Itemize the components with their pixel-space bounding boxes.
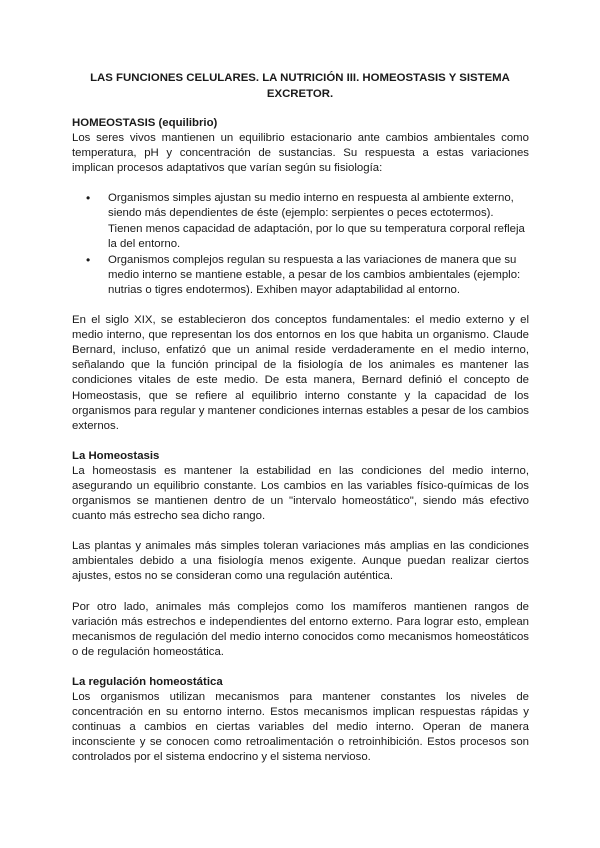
paragraph: Las plantas y animales más simples toleran variaciones más amplias en las condiciones ambientales debido a una fisiología menos exigente. Aunque puedan realizar ciertos ajustes, estos no se consideran como una regulación auténtica.	[72, 540, 529, 583]
paragraph: Los organismos utilizan mecanismos para mantener constantes los niveles de concentración en su entorno interno. Estos mecanismos implican respuestas rápidas y continuas a cambios en ciertas variables del medio interno. Operan de manera inconsciente y se conocen como retroalimentación o retroinhibición. Estos procesos son controlados por el sistema endocrino y el sistema nervioso.	[72, 691, 529, 764]
section-heading-regulacion-homeostatica: La regulación homeostática	[72, 675, 223, 688]
document-title: LAS FUNCIONES CELULARES. LA NUTRICIÓN III. HOMEOSTASIS Y SISTEMA EXCRETOR.	[90, 72, 510, 100]
document-body	[72, 116, 529, 765]
paragraph: La homeostasis es mantener la estabilidad en las condiciones del medio interno, asegurando un equilibrio constante. Los cambios en las variables físico-químicas de los organismos se mantienen dentro de un "intervalo homeostático", siendo más efectivo cuanto más estrecho sea dicho rango.	[72, 464, 529, 523]
bullet-item-complex-organisms: • Organismos complejos regulan su respuesta a las variaciones de manera que su medio interno se mantiene estable, a pesar de los cambios ambientales (ejemplo: nutrias o tigres endotermos). Exhiben mayor adaptabilidad al entorno.	[108, 253, 529, 298]
section-closing-paragraph: En el siglo XIX, se establecieron dos conceptos fundamentales: el medio externo y el medio interno, que representan los dos entornos en los que habita un organismo. Claude Bernard, incluso, enfatizó que un animal reside verdaderamente en el medio interno, señalando que la función principal de la fisiología de los animales es mantener las condiciones vitales de este medio. De esta manera, Bernard definió el concepto de Homeostasis, que se refiere al equilibrio interno constante y la capacidad de los organismos para regular y mantener condiciones internas estables a pesar de los cambios externos.	[72, 314, 529, 432]
bullet-item-simple-organisms: • Organismos simples ajustan su medio interno en respuesta al ambiente externo, siendo más dependientes de éste (ejemplo: serpientes o peces ectotermos). Tienen menos capacidad de adaptación, por lo que su temperatura corporal refleja la del entorno.	[108, 191, 529, 251]
section-intro-paragraph: Los seres vivos mantienen un equilibrio estacionario ante cambios ambientales como temperatura, pH y concentración de sustancias. Su respuesta a estas variaciones implican procesos adaptativos que varían según su fisiología:	[72, 132, 529, 175]
section-heading-la-homeostasis: La Homeostasis	[72, 449, 160, 462]
section-heading-homeostasis-equilibrio: HOMEOSTASIS (equilibrio)	[72, 117, 218, 129]
bullet-list	[72, 191, 529, 298]
paragraph: Por otro lado, animales más complejos como los mamíferos mantienen rangos de variación más estrechos e independientes del entorno externo. Para lograr esto, emplean mecanismos de regulación del medio interno conocidos como mecanismos homeostáticos o de regulación homeostática.	[72, 600, 529, 658]
